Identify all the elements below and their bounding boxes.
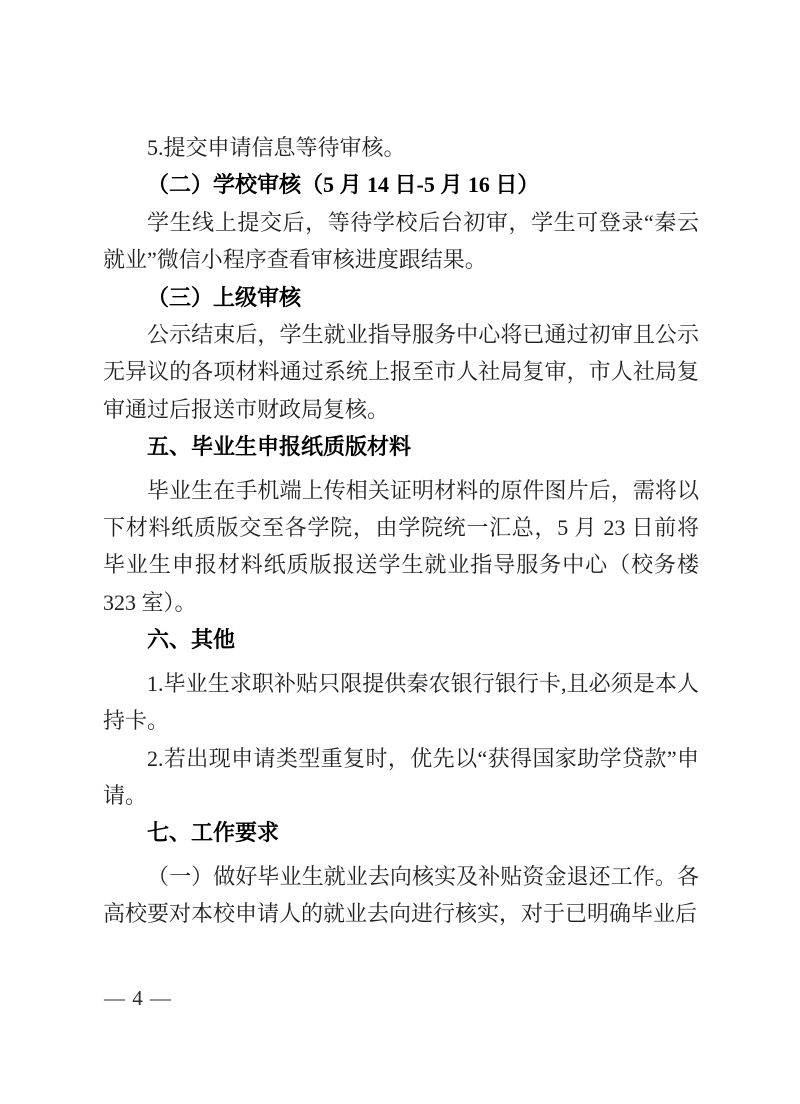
section-heading: （二）学校审核（5 月 14 日-5 月 16 日） bbox=[147, 172, 540, 198]
page-number: — 4 — bbox=[104, 986, 172, 1010]
section-heading: 七、工作要求 bbox=[147, 820, 280, 846]
paragraph: 1.毕业生求职补贴只限提供秦农银行银行卡,且必须是本人持卡。 bbox=[103, 670, 699, 734]
section-heading: 五、毕业生申报纸质版材料 bbox=[147, 434, 412, 460]
paragraph: 5.提交申请信息等待审核。 bbox=[147, 135, 406, 160]
paragraph: 公示结束后，学生就业指导服务中心将已通过初审且公示无异议的各项材料通过系统上报至市人社局复审，市人社局复审通过后报送市财政局复核。 bbox=[103, 322, 699, 422]
paragraph: 2.若出现申请类型重复时，优先以“获得国家助学贷款”申请。 bbox=[103, 745, 699, 808]
paragraph: 毕业生在手机端上传相关证明材料的原件图片后，需将以下材料纸质版交至各学院，由学院统一汇总，5 月 23 日前将毕业生申报材料纸质版报送学生就业指导服务中心（校务楼 323 室）。 bbox=[103, 477, 699, 615]
document-body bbox=[103, 129, 699, 933]
paragraph: （一）做好毕业生就业去向核实及补贴资金退还工作。各高校要对本校申请人的就业去向进行核实，对于已明确毕业后 bbox=[103, 863, 699, 927]
paragraph: 学生线上提交后，等待学校后台初审，学生可登录“秦云就业”微信小程序查看审核进度跟结果。 bbox=[103, 209, 699, 273]
section-heading: （三）上级审核 bbox=[147, 284, 302, 310]
section-heading: 六、其他 bbox=[147, 627, 236, 653]
